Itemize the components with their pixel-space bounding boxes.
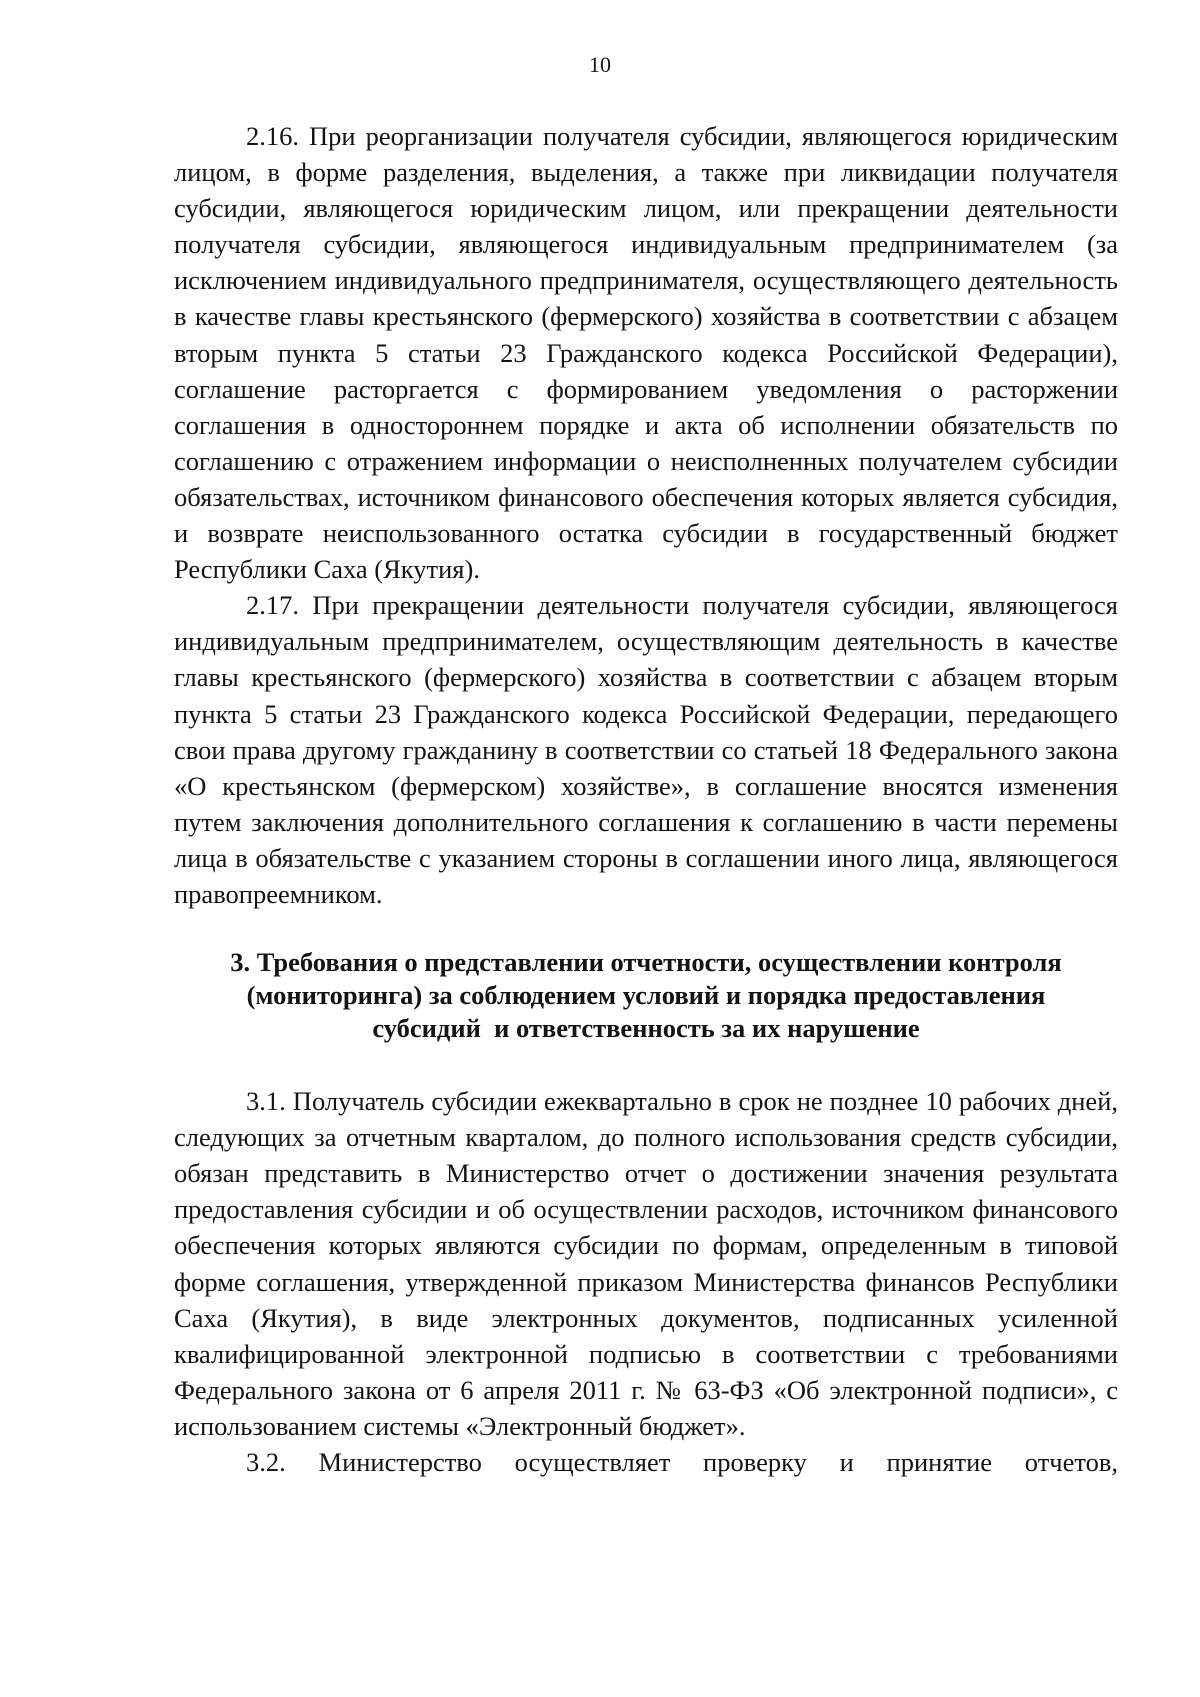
document-body — [174, 118, 1118, 1480]
spacer — [174, 912, 1118, 946]
paragraph-2-17: 2.17. При прекращении деятельности получателя субсидии, являющегося индивидуальным предпринимателем, осуществляющим деятельность в качестве главы крестьянского (фермерского) хозяйства в соответствии с абзацем вторым пункта 5 статьи 23 Гражданского кодекса Российской Федерации, передающего свои права другому гражданину в соответствии со статьей 18 Федерального закона «О крестьянском (фермерском) хозяйстве», в соглашение вносятся изменения путем заключения дополнительного соглашения к соглашению в части перемены лица в обязательстве с указанием стороны в соглашении иного лица, являющегося правопреемником. — [174, 590, 1118, 909]
section-3-heading — [174, 946, 1118, 1045]
page-number: 10 — [589, 52, 611, 77]
spacer — [174, 1045, 1118, 1083]
paragraph-3-2: 3.2. Министерство осуществляет проверку и принятие отчетов, — [246, 1447, 1118, 1477]
section-3-heading-line-1: 3. Требования о представлении отчетности, осуществлении контроля — [230, 947, 1062, 978]
paragraph-2-16: 2.16. При реорганизации получателя субсидии, являющегося юридическим лицом, в форме разделения, выделения, а также при ликвидации получателя субсидии, являющегося юридическим лицом, или прекращении деятельности получателя субсидии, являющегося индивидуальным предпринимателем (за исключением индивидуального предпринимателя, осуществляющего деятельность в качестве главы крестьянского (фермерского) хозяйства в соответствии с абзацем вторым пункта 5 статьи 23 Гражданского кодекса Российской Федерации), соглашение расторгается с формированием уведомления о расторжении соглашения в одностороннем порядке и акта об исполнении обязательств по соглашению с отражением информации о неисполненных получателем субсидии обязательствах, источником финансового обеспечения которых является субсидия, и возврате неиспользованного остатка субсидии в государственный бюджет Республики Саха (Якутия). — [174, 121, 1118, 585]
section-3-heading-line-3: субсидий и ответственность за их нарушение — [372, 1013, 920, 1044]
section-3-heading-line-2: (мониторинга) за соблюдением условий и порядка предоставления — [246, 980, 1046, 1011]
paragraph-3-1: 3.1. Получатель субсидии ежеквартально в срок не позднее 10 рабочих дней, следующих за отчетным кварталом, до полного использования средств субсидии, обязан представить в Министерство отчет о достижении значения результата предоставления субсидии и об осуществлении расходов, источником финансового обеспечения которых являются субсидии по формам, определенным в типовой форме соглашения, утвержденной приказом Министерства финансов Республики Саха (Якутия), в виде электронных документов, подписанных усиленной квалифицированной электронной подписью в соответствии с требованиями Федерального закона от 6 апреля 2011 г. № 63-ФЗ «Об электронной подписи», с использованием системы «Электронный бюджет». — [174, 1086, 1118, 1441]
